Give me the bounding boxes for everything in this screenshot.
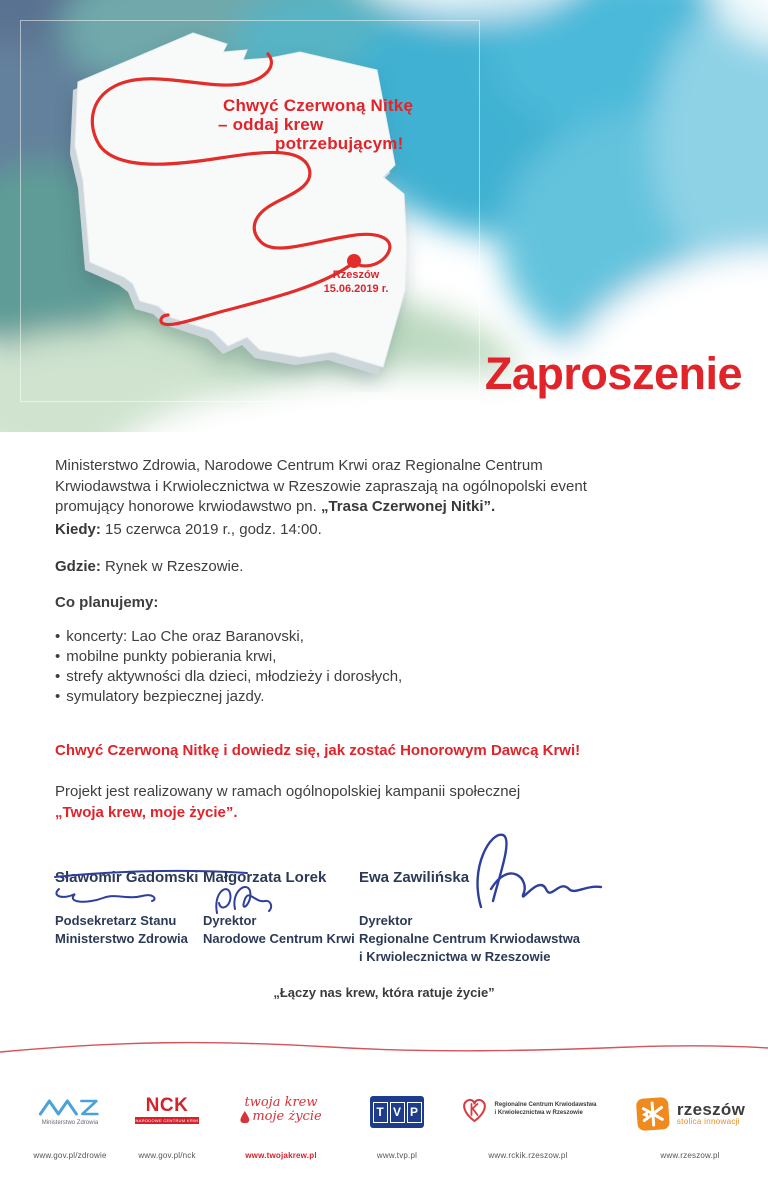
blood-drop-icon [240, 1111, 249, 1123]
twoja-krew-line2: moje życie [252, 1109, 322, 1124]
signatory-roles [203, 912, 363, 948]
rzeszow-logo [635, 1096, 745, 1132]
when-value: 15 czerwca 2019 r., godz. 14:00. [100, 521, 322, 538]
nck-wordmark: NCK [145, 1095, 189, 1116]
rzeszow-url: www.rzeszow.pl [660, 1151, 720, 1160]
list-item [55, 667, 402, 687]
signatory-name: Ewa Zawilińska [359, 869, 470, 886]
marker-city: Rzeszów [332, 269, 380, 281]
heart-k-icon [459, 1096, 489, 1123]
intro-event-name: „Trasa Czerwonej Nitki”. [320, 498, 496, 515]
rzeszow-star-icon [635, 1096, 671, 1132]
signatory-roles [359, 912, 619, 966]
plan-item-text: strefy aktywności dla dzieci, młodzieży i dorosłych, [66, 668, 403, 685]
signatory-name: Sławomir Gadomski [55, 869, 199, 886]
tvp-url: www.tvp.pl [376, 1151, 418, 1160]
rckik-caption-line2: i Krwiolecznictwa w Rzeszowie [494, 1109, 583, 1116]
signatory-role: Dyrektor [203, 913, 257, 928]
logo-rckik [459, 1096, 596, 1160]
signatory-name: Małgorzata Lorek [203, 869, 327, 886]
map-headline [218, 96, 413, 153]
cta-line: Chwyć Czerwoną Nitkę i dowiedz się, jak zostać Honorowym Dawcą Krwi! [55, 742, 581, 759]
signatory-zawilinska [359, 865, 619, 966]
logo-tvp [370, 1096, 424, 1160]
signatory-lorek [203, 865, 363, 948]
signatory-org-line2: i Krwiolecznictwa w Rzeszowie [359, 949, 551, 964]
headline-line-1: Chwyć Czerwoną Nitkę [223, 96, 414, 115]
tvp-letter: V [390, 1102, 405, 1123]
logo-twoja-krew [240, 1096, 321, 1160]
intro-paragraph [55, 456, 620, 518]
bullet-glyph: • [55, 668, 61, 685]
nck-bar-text: NARODOWE CENTRUM KRWI [135, 1118, 199, 1123]
rckik-logo [459, 1096, 596, 1123]
logo-rzeszow [635, 1096, 745, 1160]
tvp-letter: T [373, 1102, 388, 1123]
campaign-name: „Twoja krew, moje życie”. [55, 804, 238, 821]
logo-nck [135, 1096, 199, 1160]
where-label: Gdzie: [55, 558, 101, 575]
signatory-org: Ministerstwo Zdrowia [55, 931, 188, 946]
list-item [55, 687, 402, 707]
campaign-paragraph [55, 781, 520, 823]
page-title: Zaproszenie [484, 348, 742, 399]
mz-zigzag-icon [38, 1096, 102, 1118]
rzeszow-map-dot [347, 254, 361, 268]
mz-url: www.gov.pl/zdrowie [33, 1151, 107, 1160]
campaign-text: Projekt jest realizowany w ramach ogólnopolskiej kampanii społecznej [55, 783, 521, 800]
plan-item-text: symulatory bezpiecznej jazdy. [66, 688, 265, 705]
headline-line-2: – oddaj krew [218, 115, 324, 134]
where-row [55, 558, 243, 575]
poland-map-graphic [55, 22, 435, 392]
where-value: Rynek w Rzeszowie. [100, 558, 244, 575]
bullet-glyph: • [55, 688, 61, 705]
bullet-glyph: • [55, 648, 61, 665]
intro-text: Ministerstwo Zdrowia, Narodowe Centrum Krwi oraz Regionalne Centrum Krwiodawstwa i Krwiolecznictwa w Rzeszowie zapraszają na ogólnopolski event promujący honorowe krwiodawstwo pn. [55, 457, 587, 515]
rckik-caption-line1: Regionalne Centrum Krwiodawstwa [494, 1102, 597, 1108]
signatory-org: Regionalne Centrum Krwiodawstwa [359, 931, 581, 946]
signatures-block [55, 865, 735, 1005]
rckik-url: www.rckik.rzeszow.pl [488, 1151, 568, 1160]
rzeszow-wordmark: rzeszów [676, 1099, 746, 1119]
mz-caption: Ministerstwo Zdrowia [41, 1120, 99, 1126]
signatory-role: Dyrektor [359, 913, 413, 928]
when-label: Kiedy: [55, 521, 101, 538]
tvp-logo-icon [370, 1096, 424, 1128]
twoja-krew-logo [240, 1096, 321, 1124]
plan-item-text: koncerty: Lao Che oraz Baranovski, [66, 628, 304, 645]
twoja-krew-url: www.twojakrew.pl [245, 1151, 317, 1160]
ministerstwo-zdrowia-logo-icon [38, 1096, 102, 1126]
signatory-org: Narodowe Centrum Krwi [203, 931, 355, 946]
logo-ministerstwo-zdrowia [33, 1096, 106, 1160]
marker-date: 15.06.2019 r. [323, 283, 389, 295]
plan-label: Co planujemy: [55, 594, 159, 611]
twoja-krew-line1: twoja krew [244, 1095, 318, 1110]
map-marker-label [308, 268, 404, 296]
headline-line-3: potrzebującym! [275, 134, 404, 153]
plan-list [55, 627, 402, 707]
bullet-glyph: • [55, 628, 61, 645]
when-row [55, 521, 322, 538]
motto-quote: „Łączy nas krew, która ratuje życie” [273, 985, 495, 1000]
tvp-letter: P [407, 1102, 422, 1123]
plan-item-text: mobilne punkty pobierania krwi, [66, 648, 277, 665]
nck-url: www.gov.pl/nck [138, 1151, 196, 1160]
rckik-caption [494, 1102, 596, 1117]
rzeszow-tagline: stolica innowacji [676, 1116, 740, 1126]
signatory-role: Podsekretarz Stanu [55, 913, 177, 928]
nck-logo-icon [135, 1096, 199, 1124]
list-item [55, 647, 402, 667]
list-item [55, 627, 402, 647]
red-wavy-divider [0, 1034, 768, 1064]
